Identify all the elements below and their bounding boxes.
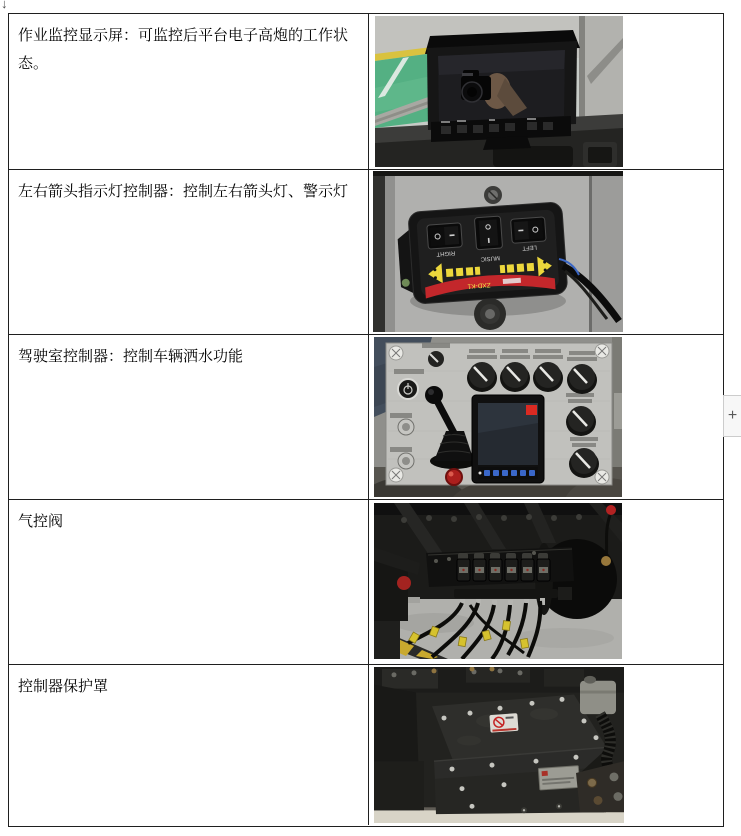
row-description: 作业监控显示屏：可监控后平台电子高炮的工作状态。 xyxy=(18,27,349,72)
row-description: 左右箭头指示灯控制器：控制左右箭头灯、警示灯 xyxy=(18,183,349,200)
display-screen xyxy=(472,395,544,483)
monitor xyxy=(425,30,580,150)
photo-cell xyxy=(369,170,723,334)
photo-cell xyxy=(369,500,723,664)
table-row xyxy=(9,14,723,170)
panel-screw-top xyxy=(484,186,502,204)
equipment-description-table xyxy=(8,13,724,827)
music-switch-label: MUSIC xyxy=(480,254,501,262)
speed-knob-small xyxy=(428,351,444,367)
panel-screw-bottom xyxy=(474,298,506,330)
controller-box xyxy=(396,202,568,305)
left-switch-label: LEFT xyxy=(522,243,538,251)
description-cell xyxy=(9,665,369,825)
insert-row-button[interactable] xyxy=(723,395,741,437)
brand-label: ZXD-K1 xyxy=(467,280,491,290)
description-cell xyxy=(9,335,369,499)
row-description: 驾驶室控制器：控制车辆洒水功能 xyxy=(18,348,244,365)
photo-cell xyxy=(369,14,723,169)
controller-protective-cover-photo xyxy=(374,667,624,823)
pneumatic-valves-photo xyxy=(374,503,622,659)
right-switch-label: RIGHT xyxy=(436,249,456,257)
table-row xyxy=(9,335,723,500)
red-valve-handle xyxy=(397,576,411,590)
insert-row-button-label: + xyxy=(727,407,738,424)
row-description: 控制器保护罩 xyxy=(18,678,109,695)
cab-controller-panel-photo xyxy=(374,337,622,497)
power-button xyxy=(398,379,418,399)
description-cell xyxy=(9,170,369,334)
warning-sticker xyxy=(489,713,518,733)
table-row xyxy=(9,665,723,825)
table-row xyxy=(9,500,723,665)
description-cell xyxy=(9,500,369,664)
paragraph-anchor-icon: ↓ xyxy=(1,0,8,11)
photo-cell xyxy=(369,665,723,825)
photo-cell xyxy=(369,335,723,499)
row-description: 气控阀 xyxy=(18,513,64,530)
nameplate xyxy=(538,766,579,790)
arrow-indicator-controller-photo xyxy=(373,171,623,332)
description-cell xyxy=(9,14,369,169)
red-indicator-lamp xyxy=(446,469,462,485)
table-row xyxy=(9,170,723,335)
monitor-display-photo xyxy=(375,16,623,167)
